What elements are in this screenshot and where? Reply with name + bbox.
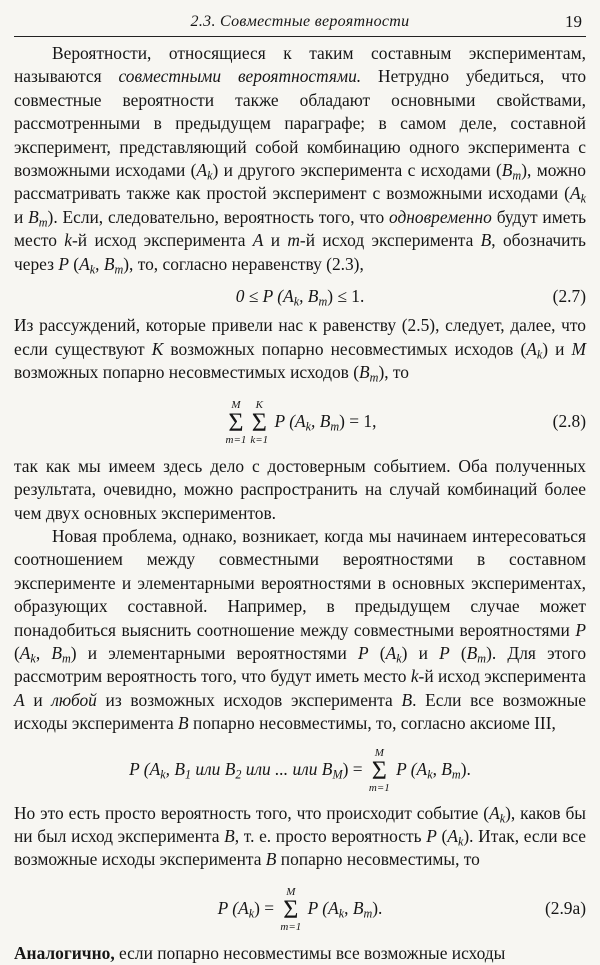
sum-over-k: K Σ k=1 xyxy=(250,398,269,446)
page-number: 19 xyxy=(565,12,582,31)
equation-number: (2.9a) xyxy=(544,897,586,918)
sum-over-m: M Σ m=1 xyxy=(368,746,390,794)
equation-2-7: 0 ≤ P ($A_k$, $B_m) \le 1$. (2.7) xyxy=(235,286,586,309)
paragraph-6: Аналогично, если попарно несовместимы все возможные исходы xyxy=(14,942,506,963)
equation-2-8: M Σ m=1 K Σ k=1 P ($A_k$, $B_m) = 1$, (2.8) xyxy=(14,391,586,451)
sum-over-m: M Σ m=1 xyxy=(225,398,247,446)
paragraph-3: так как мы имеем здесь дело с достоверным событием. Оба полученных результата, очевидно, можно распространить на случай комбинаций более чем двух основных экспериментов. xyxy=(14,455,586,523)
running-header xyxy=(14,10,586,37)
equation-number: (2.8) xyxy=(552,410,586,431)
sum-over-m: M Σ m=1 xyxy=(280,885,302,933)
paragraph-1: Вероятности, относящиеся к таким составным экспериментам, называются совместными вероятностями. Нетрудно убедиться, что совместные вероятности также обладают основными свойствами, рассмотренными в предыдущем параграфе; в самом деле, составной эксперимент, представляющий собой комбинацию одного эксперимента с возможными исходами $(A_k)$ и другого эксперимента с исходами $(B_m)$, можно рассматривать также как простой эксперимент с возможными исходами ($A_k$ и $B_m$). Если, следовательно, вероятность того, что одновременно будут иметь место k-й исход эксперимента A и m-й исход эксперимента B, обозначить через P ($A_k$, $B_m$), то, согласно неравенству (2.3), xyxy=(14,43,587,277)
equation-number: (2.7) xyxy=(552,286,586,307)
paragraph-5: Но это есть просто вероятность того, что происходит событие $(A_k)$, каков бы ни был исход эксперимента B, т. е. просто вероятность P $(A_k)$. Итак, если все возможные исходы эксперимента B попарно несовместимы, то xyxy=(14,802,586,870)
equation-2-9a: P $(A_k)$ = M Σ m=1 P ($A_k$, $B_m$). (2.9a) xyxy=(14,878,586,938)
page-body xyxy=(14,42,586,965)
section-title: 2.3. Совместные вероятности xyxy=(190,13,410,30)
paragraph-2: Из рассуждений, которые привели нас к равенству (2.5), следует, далее, что если существуют K возможных попарно несовместимых исходов $(A_k)$ и M возможных попарно несовместимых исходов $(B_m)$, то xyxy=(14,315,586,385)
equation-sum-or: P ($A_k$, $B_1$ или $B_2$ или ... или $B_M$) = M Σ m=1 P ($A_k$, $B_m$). xyxy=(129,746,471,794)
paragraph-4: Новая проблема, однако, возникает, когда мы начинаем интересоваться соотношением между совместными вероятностями в составном эксперименте и элементарными вероятностями в основных экспериментах, образующих составной. Например, в предыдущем случае может понадобиться выяснить соотношение между совместными вероятностями P ($A_k$, $B_m$) и элементарными вероятностями P $(A_k)$ и P $(B_m)$. Для этого рассмотрим вероятность того, что будут иметь место k-й исход эксперимента A и любой из возможных исходов эксперимента B. Если все возможные исходы эксперимента B попарно несовместимы, то, согласно аксиоме III, xyxy=(14,525,587,734)
